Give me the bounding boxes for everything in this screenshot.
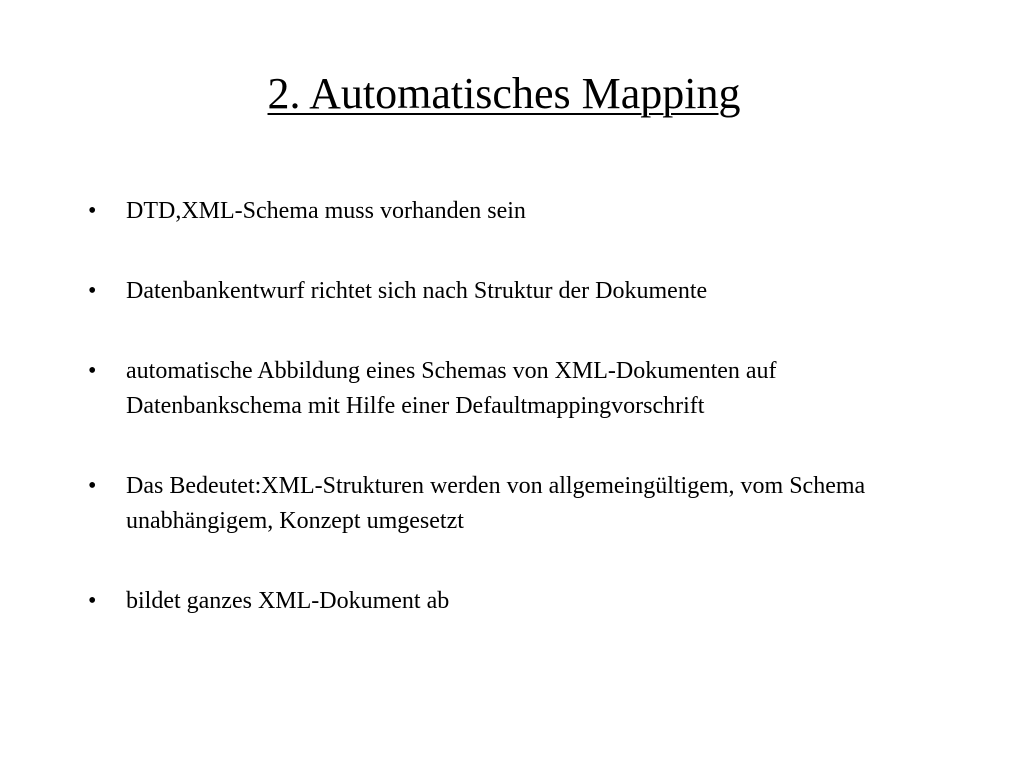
bullet-list [88, 194, 938, 664]
bullet-text: DTD,XML-Schema muss vorhanden sein [126, 198, 526, 224]
slide-title: 2. Automatisches Mapping [267, 69, 741, 118]
bullet-item [88, 354, 938, 424]
bullet-text: Datenbankentwurf richtet sich nach Struktur der Dokumente [126, 278, 708, 304]
bullet-text: Das Bedeutet:XML-Strukturen werden von allgemeingültigem, vom Schema unabhängigem, Konzept umgesetzt [126, 473, 866, 534]
bullet-icon: • [88, 198, 97, 224]
bullet-item [88, 469, 938, 539]
bullet-item [88, 194, 938, 229]
bullet-icon: • [88, 358, 97, 384]
bullet-text: automatische Abbildung eines Schemas von XML-Dokumenten auf Datenbankschema mit Hilfe einer Defaultmappingvorschrift [126, 358, 777, 419]
bullet-icon: • [88, 278, 97, 304]
bullet-text: bildet ganzes XML-Dokument ab [126, 588, 450, 614]
bullet-item [88, 584, 938, 619]
bullet-item [88, 274, 938, 309]
bullet-icon: • [88, 588, 97, 614]
bullet-icon: • [88, 473, 97, 499]
